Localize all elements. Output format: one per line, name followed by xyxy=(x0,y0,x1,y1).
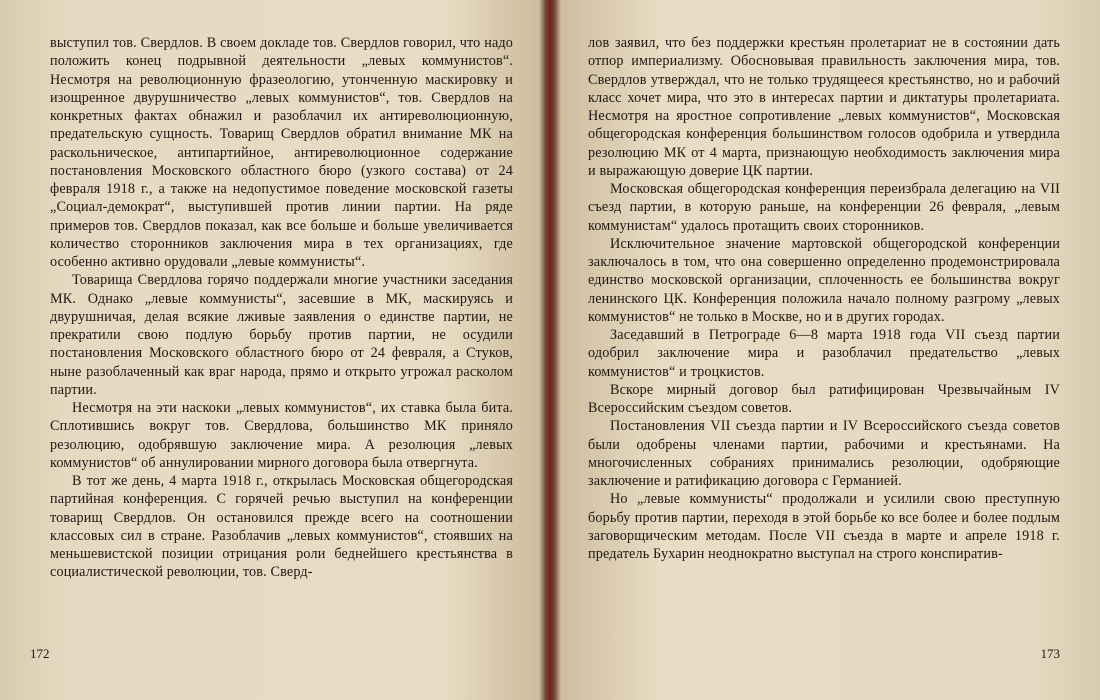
paragraph: Заседавший в Петрограде 6—8 марта 1918 года VII съезд партии одобрил заключение мира и разоблачил предательство „левых коммунистов“ и троцкистов. xyxy=(588,327,1060,380)
paragraph: Исключительное значение мартовской общегородской конференции заключалось в том, что она совершенно определенно продемонстрировала единство московской организации, сплоченность ее большинства вокруг ленинского ЦК. Конференция положила начало полному разгрому „левых коммунистов“ не только в Москве, но и в других городах. xyxy=(588,235,1060,325)
page-number: 173 xyxy=(1040,646,1060,661)
paragraph: Московская общегородская конференция переизбрала делегацию на VII съезд партии, в которую раньше, на конференции 26 февраля, „левым коммунистам“ удалось протащить своих сторонников. xyxy=(588,181,1060,234)
page-number: 172 xyxy=(30,646,50,661)
right-page xyxy=(555,0,1100,700)
paragraph: Товарища Свердлова горячо поддержали многие участники заседания МК. Однако „левые коммунисты“, засевшие в МК, маскируясь и двурушничая, делая всякие лживые заявления о единстве партии, не прекратили свою подлую борьбу против партии, не осудили постановления Московского областного бюро от 24 февраля, а Стуков, ныне разоблаченный как враг народа, прямо и открыто угрожал расколом партии. xyxy=(50,272,513,398)
right-page-text xyxy=(588,34,1060,563)
left-page-text xyxy=(50,34,513,582)
paragraph: выступил тов. Свердлов. В своем докладе тов. Свердлов говорил, что надо положить конец подрывной деятельности „левых коммунистов“. Несмотря на революционную фразеологию, утонченную маскировку и изощренное двурушничество „левых коммунистов“, тов. Свердлов на конкретных фактах обнажил и разоблачил их антиреволюционную, предательскую сущность. Товарищ Свердлов обратил внимание МК на раскольническое, антипартийное, антиреволюционное содержание постановления Московского областного бюро (узкого состава) от 24 февраля 1918 г., а также на недопустимое поведение московской газеты „Социал-демократ“, выступившей против линии партии. На ряде примеров тов. Свердлов показал, как все больше и больше увеличивается количество сторонников заключения мира в тех организациях, где особенно активно орудовали „левые коммунисты“. xyxy=(50,35,513,270)
left-page xyxy=(0,0,545,700)
paragraph: Но „левые коммунисты“ продолжали и усилили свою преступную борьбу против партии, переходя в этой борьбе ко все более и более подлым заговорщическим методам. После VII съезда в марте и апреле 1918 г. предатель Бухарин неоднократно выступал на строго конспиратив- xyxy=(588,491,1060,562)
paragraph: Несмотря на эти наскоки „левых коммунистов“, их ставка была бита. Сплотившись вокруг тов. Свердлова, большинство МК приняло резолюцию, одобрявшую заключение мира. А резолюция „левых коммунистов“ об аннулировании мирного договора была отвергнута. xyxy=(50,400,513,471)
paragraph: Вскоре мирный договор был ратифицирован Чрезвычайным IV Всероссийским съездом советов. xyxy=(588,381,1060,416)
paragraph: лов заявил, что без поддержки крестьян пролетариат не в состоянии дать отпор империализму. Обосновывая правильность заключения мира, тов. Свердлов утверждал, что не только трудящееся крестьянство, но и рабочий класс хочет мира, что это в интересах партии и диктатуры пролетариата. Несмотря на яростное сопротивление „левых коммунистов“, Московская общегородская конференция большинством голосов одобрила и утвердила резолюцию МК от 4 марта, признающую необходимость заключения мира и выражающую доверие ЦК партии. xyxy=(588,35,1060,179)
paragraph: Постановления VII съезда партии и IV Всероссийского съезда советов были одобрены членами партии, рабочими и крестьянами. На многочисленных собраниях принимались резолюции, одобряющие заключение и ратификацию договора с Германией. xyxy=(588,418,1060,489)
paragraph: В тот же день, 4 марта 1918 г., открылась Московская общегородская партийная конференция. С горячей речью выступил на конференции товарищ Свердлов. Он остановился прежде всего на соотношении классовых сил в стране. Разоблачив „левых коммунистов“, стоявших на меньшевистской позиции отрицания роли беднейшего крестьянства в социалистической революции, тов. Сверд- xyxy=(50,473,513,581)
